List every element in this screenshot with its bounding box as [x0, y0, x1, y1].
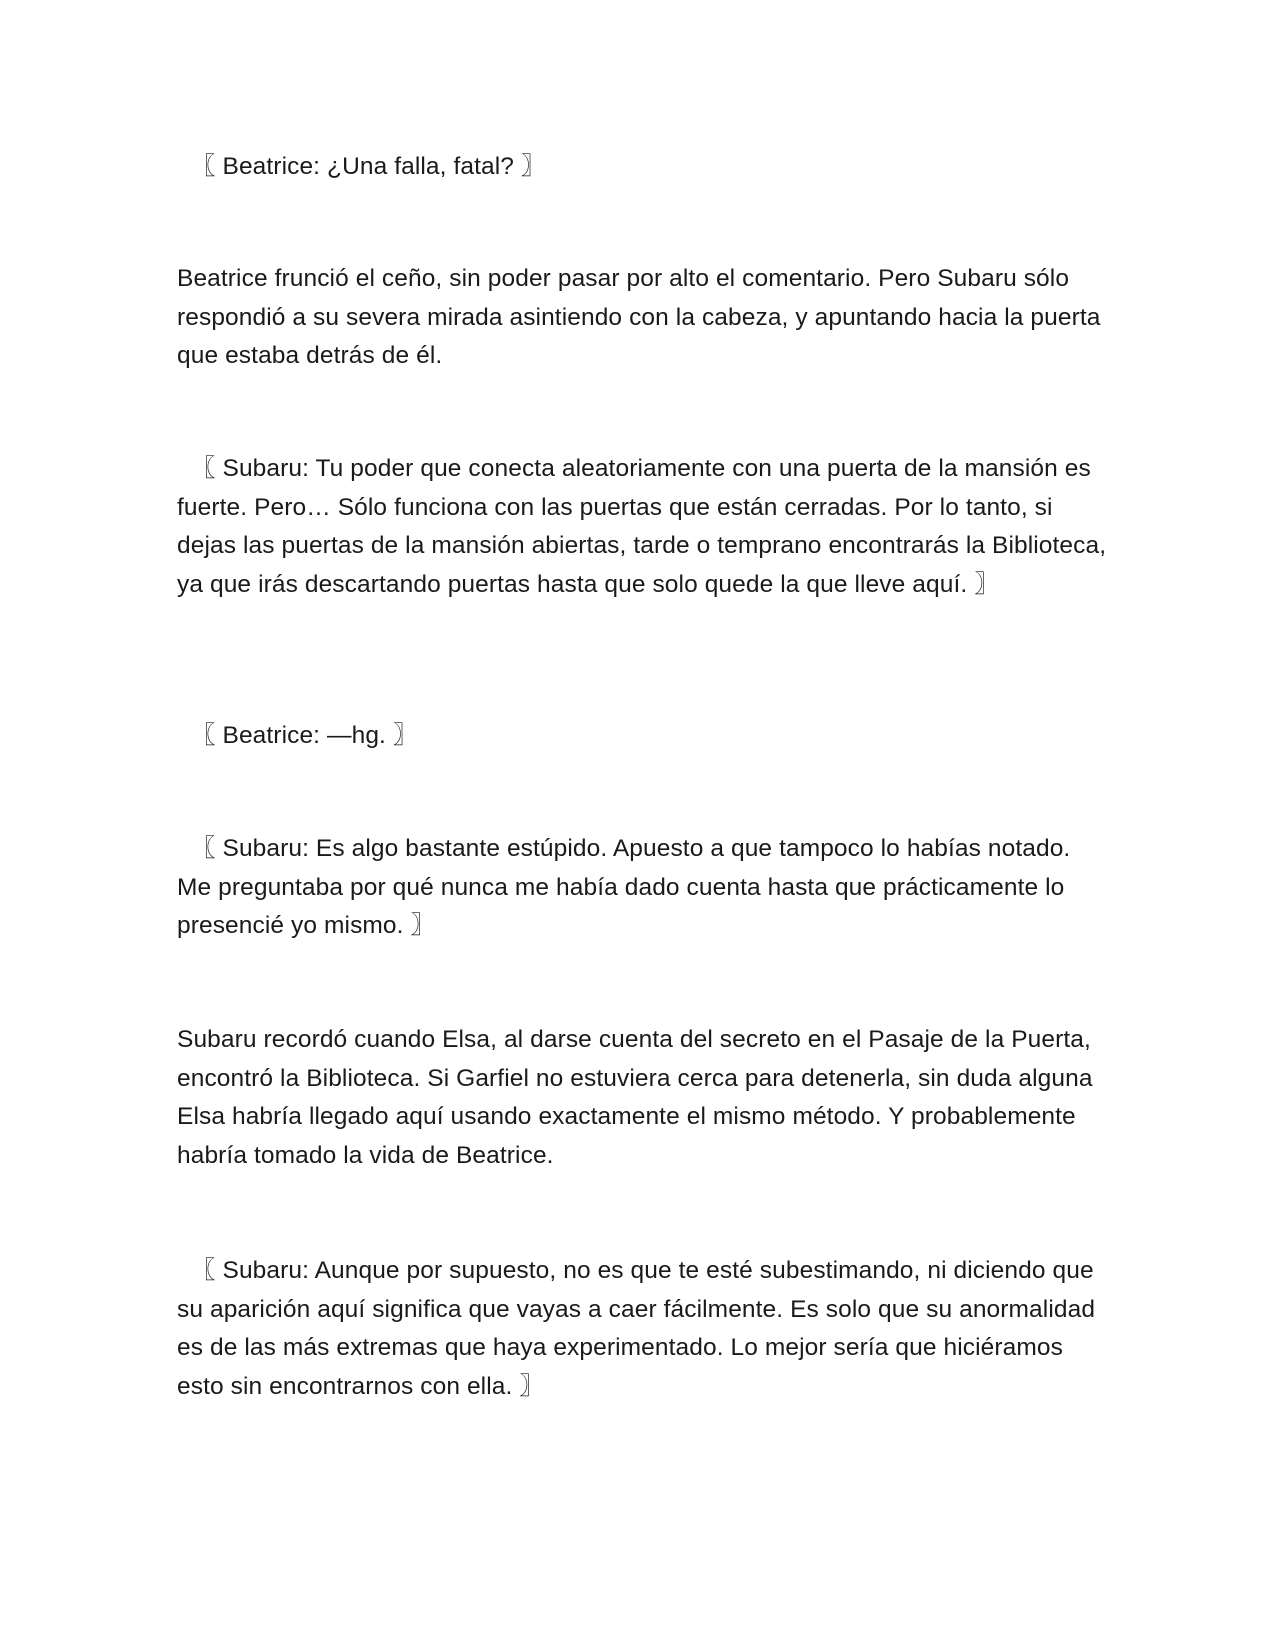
narration-subaru-remembered-elsa: Subaru recordó cuando Elsa, al darse cuenta del secreto en el Pasaje de la Puerta, encontró la Biblioteca. Si Garfiel no estuviera cerca para detenerla, sin duda alguna Elsa habría llegado aquí usando exactamente el mismo método. Y probablemente habría tomado la vida de Beatrice.	[177, 1026, 1093, 1169]
dialogue-subaru-not-underestimating: 〖 Subaru: Aunque por supuesto, no es que te esté subestimando, ni diciendo que su aparición aquí significa que vayas a caer fácilmente. Es solo que su anormalidad es de las más extremas que haya experimentado. Lo mejor sería que hiciéramos esto sin encontrarnos con ella. 〗	[177, 1257, 1096, 1400]
dialogue-subaru-stupid: 〖 Subaru: Es algo bastante estúpido. Apuesto a que tampoco lo habías notado. Me preguntaba por qué nunca me había dado cuenta hasta que prácticamente lo presencié yo mismo. 〗	[177, 835, 1071, 939]
dialogue-subaru-door-power: 〖 Subaru: Tu poder que conecta aleatoriamente con una puerta de la mansión es fuerte. Pero… Sólo funciona con las puertas que están cerradas. Por lo tanto, si dejas las puertas de la mansión abiertas, tarde o temprano encontrarás la Biblioteca, ya que irás descartando puertas hasta que solo quede la que lleve aquí. 〗	[177, 455, 1107, 598]
dialogue-beatrice-fatal-flaw: 〖 Beatrice: ¿Una falla, fatal? 〗	[191, 153, 546, 180]
narration-beatrice-frowned: Beatrice frunció el ceño, sin poder pasar por alto el comentario. Pero Subaru sólo respondió a su severa mirada asintiendo con la cabeza, y apuntando hacia la puerta que estaba detrás de él.	[177, 265, 1101, 369]
dialogue-beatrice-hg: 〖 Beatrice: —hg. 〗	[191, 722, 418, 749]
